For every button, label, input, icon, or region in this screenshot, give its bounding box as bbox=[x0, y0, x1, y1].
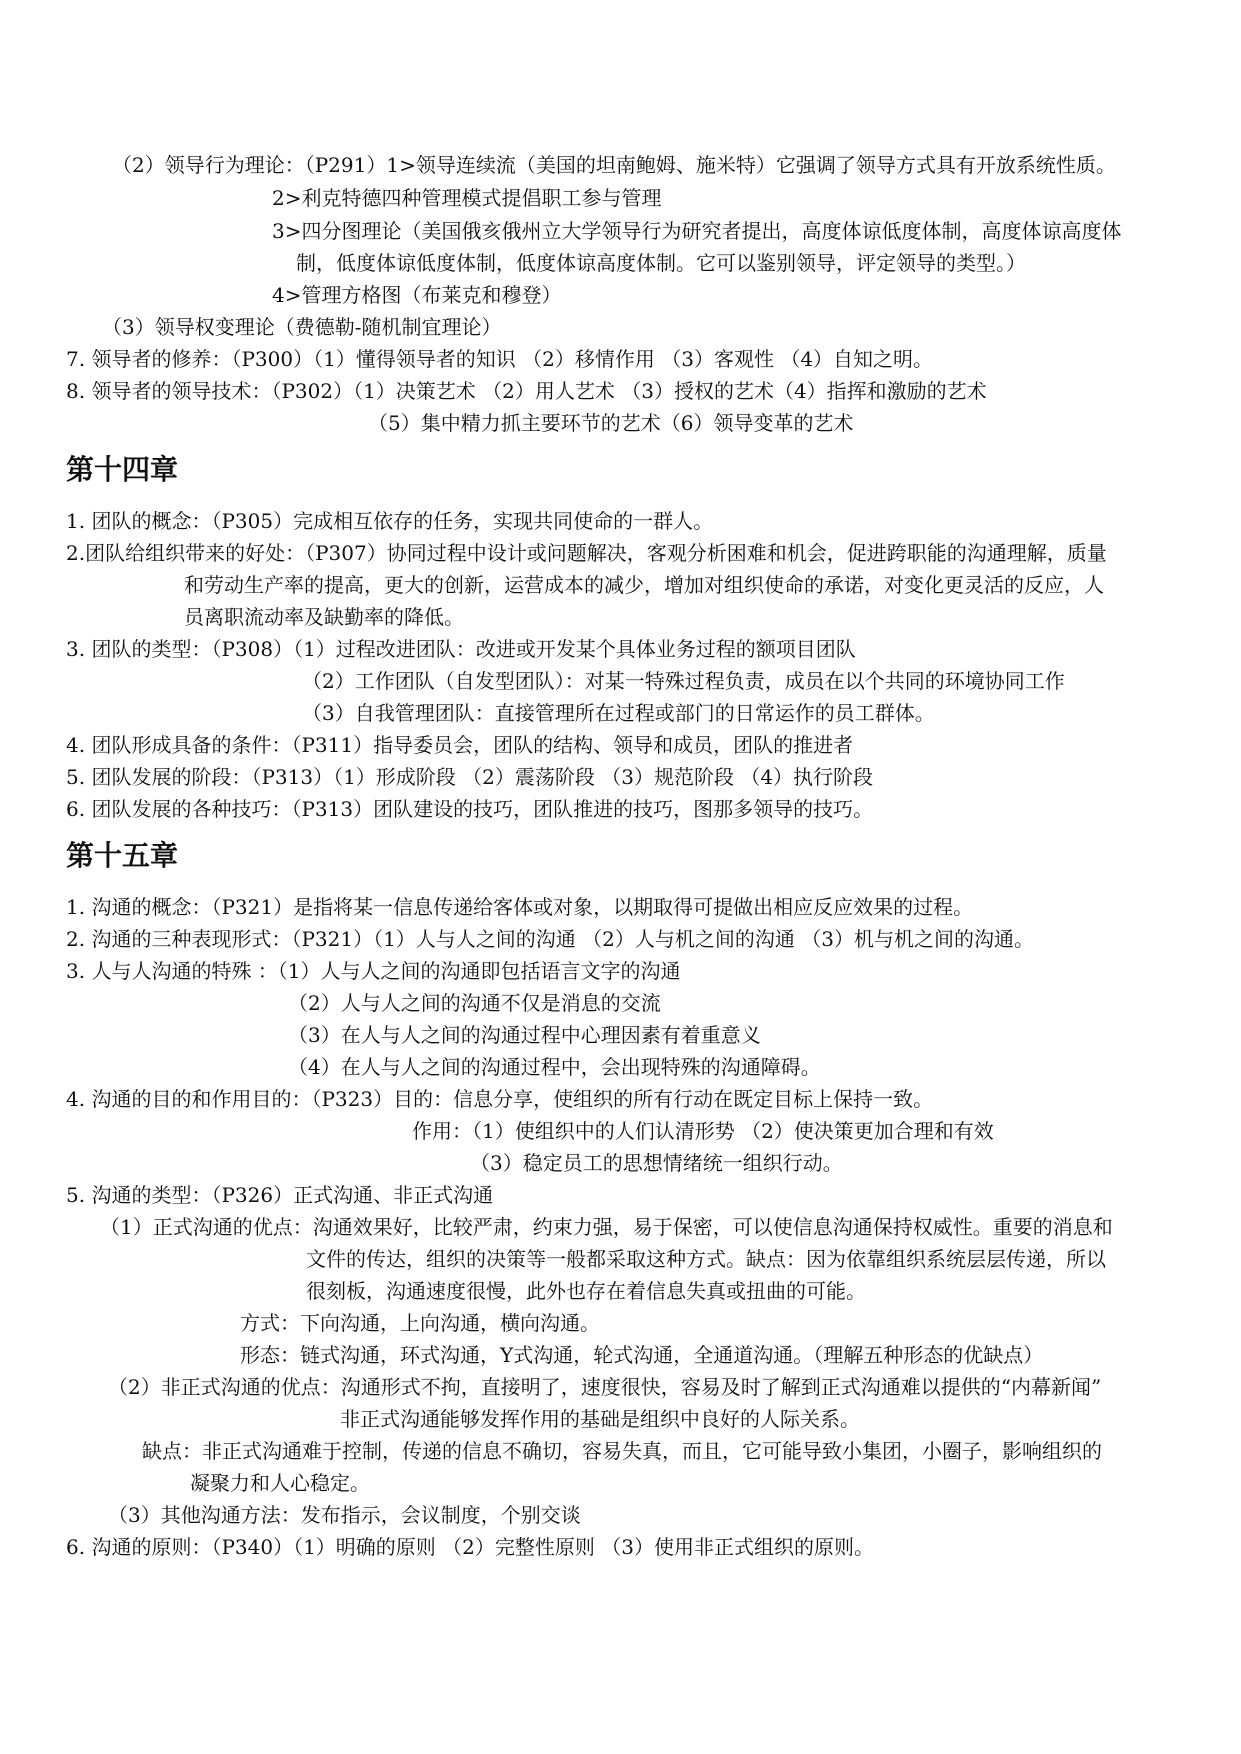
informal-communication-advantages: （2）非正式沟通的优点：沟通形式不拘，直接明了，速度很快，容易及时了解到正式沟通难以提供的“内幕新闻” bbox=[108, 1375, 1102, 1399]
leader-cultivation-line: 7. 领导者的修养：（P300）（1）懂得领导者的知识 （2）移情作用 （3）客观性 （4）自知之明。 bbox=[66, 347, 934, 371]
managerial-grid-line: 4>管理方格图（布莱克和穆登） bbox=[272, 283, 562, 307]
contingency-theory-line: （3）领导权变理论（费德勒-随机制宜理论） bbox=[102, 315, 502, 339]
four-quadrant-theory-continued: 制，低度体谅低度体制，低度体谅高度体制。它可以鉴别领导，评定领导的类型。） bbox=[296, 251, 1026, 275]
communication-methods-line: 方式：下向沟通，上向沟通，横向沟通。 bbox=[240, 1311, 600, 1335]
chapter-15-heading: 第十五章 bbox=[66, 839, 179, 872]
communication-patterns-line: 形态：链式沟通，环式沟通，Y式沟通，轮式沟通，全通道沟通。（理解五种形态的优缺点） bbox=[240, 1343, 1044, 1367]
four-quadrant-theory-line: 3>四分图理论（美国俄亥俄州立大学领导行为研究者提出，高度体谅低度体制，高度体谅高度体 bbox=[272, 219, 1122, 243]
interpersonal-communication-line: 3. 人与人沟通的特殊 ：（1）人与人之间的沟通即包括语言文字的沟通 bbox=[66, 959, 681, 983]
informal-communication-disadvantages: 缺点：非正式沟通难于控制，传递的信息不确切，容易失真，而且，它可能导致小集团，小圈子，影响组织的 bbox=[142, 1439, 1102, 1463]
team-types-self-managed: （3）自我管理团队：直接管理所在过程或部门的日常运作的员工群体。 bbox=[302, 701, 935, 725]
leadership-techniques-line: 8. 领导者的领导技术：（P302）（1）决策艺术 （2）用人艺术 （3）授权的艺术（4）指挥和激励的艺术 bbox=[66, 379, 987, 403]
communication-concept-line: 1. 沟通的概念：（P321）是指将某一信息传递给客体或对象，以期取得可提做出相应反应效果的过程。 bbox=[66, 895, 974, 919]
team-types-line: 3. 团队的类型：（P308）（1）过程改进团队：改进或开发某个具体业务过程的额项目团队 bbox=[66, 637, 856, 661]
informal-communication-basis: 非正式沟通能够发挥作用的基础是组织中良好的人际关系。 bbox=[340, 1407, 860, 1431]
communication-types-line: 5. 沟通的类型：（P326）正式沟通、非正式沟通 bbox=[66, 1183, 494, 1207]
interpersonal-communication-4: （4）在人与人之间的沟通过程中，会出现特殊的沟通障碍。 bbox=[288, 1055, 821, 1079]
interpersonal-communication-2: （2）人与人之间的沟通不仅是消息的交流 bbox=[288, 991, 661, 1015]
communication-principles-line: 6. 沟通的原则：（P340）（1）明确的原则 （2）完整性原则 （3）使用非正式组织的原则。 bbox=[66, 1535, 874, 1559]
informal-communication-disadvantages-continued: 凝聚力和人心稳定。 bbox=[190, 1471, 370, 1495]
communication-forms-line: 2. 沟通的三种表现形式：（P321）（1）人与人之间的沟通 （2）人与机之间的沟通 （3）机与机之间的沟通。 bbox=[66, 927, 1034, 951]
communication-function-continued: （3）稳定员工的思想情绪统一组织行动。 bbox=[470, 1151, 843, 1175]
other-communication-methods-line: （3）其他沟通方法：发布指示，会议制度，个别交谈 bbox=[108, 1503, 581, 1527]
team-benefits-continued-2: 员离职流动率及缺勤率的降低。 bbox=[184, 605, 464, 629]
communication-function-line: 作用：（1）使组织中的人们认清形势 （2）使决策更加合理和有效 bbox=[412, 1119, 994, 1143]
formal-communication-advantages: （1）正式沟通的优点：沟通效果好，比较严肃，约束力强，易于保密，可以使信息沟通保持权威性。重要的消息和 bbox=[100, 1215, 1113, 1239]
team-types-work-team: （2）工作团队（自发型团队）：对某一特殊过程负责，成员在以个共同的环境协同工作 bbox=[302, 669, 1065, 693]
formal-communication-continued-1: 文件的传达，组织的决策等一般都采取这种方式。缺点：因为依靠组织系统层层传递，所以 bbox=[306, 1247, 1106, 1271]
chapter-14-heading: 第十四章 bbox=[66, 453, 179, 486]
team-development-skills-line: 6. 团队发展的各种技巧：（P313）团队建设的技巧，团队推进的技巧，图那多领导的技巧。 bbox=[66, 797, 874, 821]
communication-purpose-line: 4. 沟通的目的和作用目的：（P323）目的：信息分享，使组织的所有行动在既定目标上保持一致。 bbox=[66, 1087, 934, 1111]
likert-four-systems-line: 2>利克特德四种管理模式提倡职工参与管理 bbox=[272, 186, 662, 210]
leadership-techniques-continued: （5）集中精力抓主要环节的艺术（6）领导变革的艺术 bbox=[368, 411, 854, 435]
team-formation-conditions-line: 4. 团队形成具备的条件：（P311）指导委员会，团队的结构、领导和成员，团队的推进者 bbox=[66, 733, 854, 757]
leadership-behavior-theory-line: （2）领导行为理论：（P291）1>领导连续流（美国的坦南鲍姆、施米特）它强调了领导方式具有开放系统性质。 bbox=[112, 153, 1116, 177]
team-benefits-continued-1: 和劳动生产率的提高，更大的创新，运营成本的减少，增加对组织使命的承诺，对变化更灵活的反应，人 bbox=[184, 573, 1104, 597]
formal-communication-continued-2: 很刻板，沟通速度很慢，此外也存在着信息失真或扭曲的可能。 bbox=[306, 1279, 866, 1303]
team-development-stages-line: 5. 团队发展的阶段：（P313）（1）形成阶段 （2）震荡阶段 （3）规范阶段 （4）执行阶段 bbox=[66, 765, 874, 789]
team-benefits-line: 2.团队给组织带来的好处：（P307）协同过程中设计或问题解决，客观分析困难和机会，促进跨职能的沟通理解，质量 bbox=[66, 541, 1107, 565]
interpersonal-communication-3: （3）在人与人之间的沟通过程中心理因素有着重意义 bbox=[288, 1023, 761, 1047]
team-concept-line: 1. 团队的概念：（P305）完成相互依存的任务，实现共同使命的一群人。 bbox=[66, 509, 714, 533]
